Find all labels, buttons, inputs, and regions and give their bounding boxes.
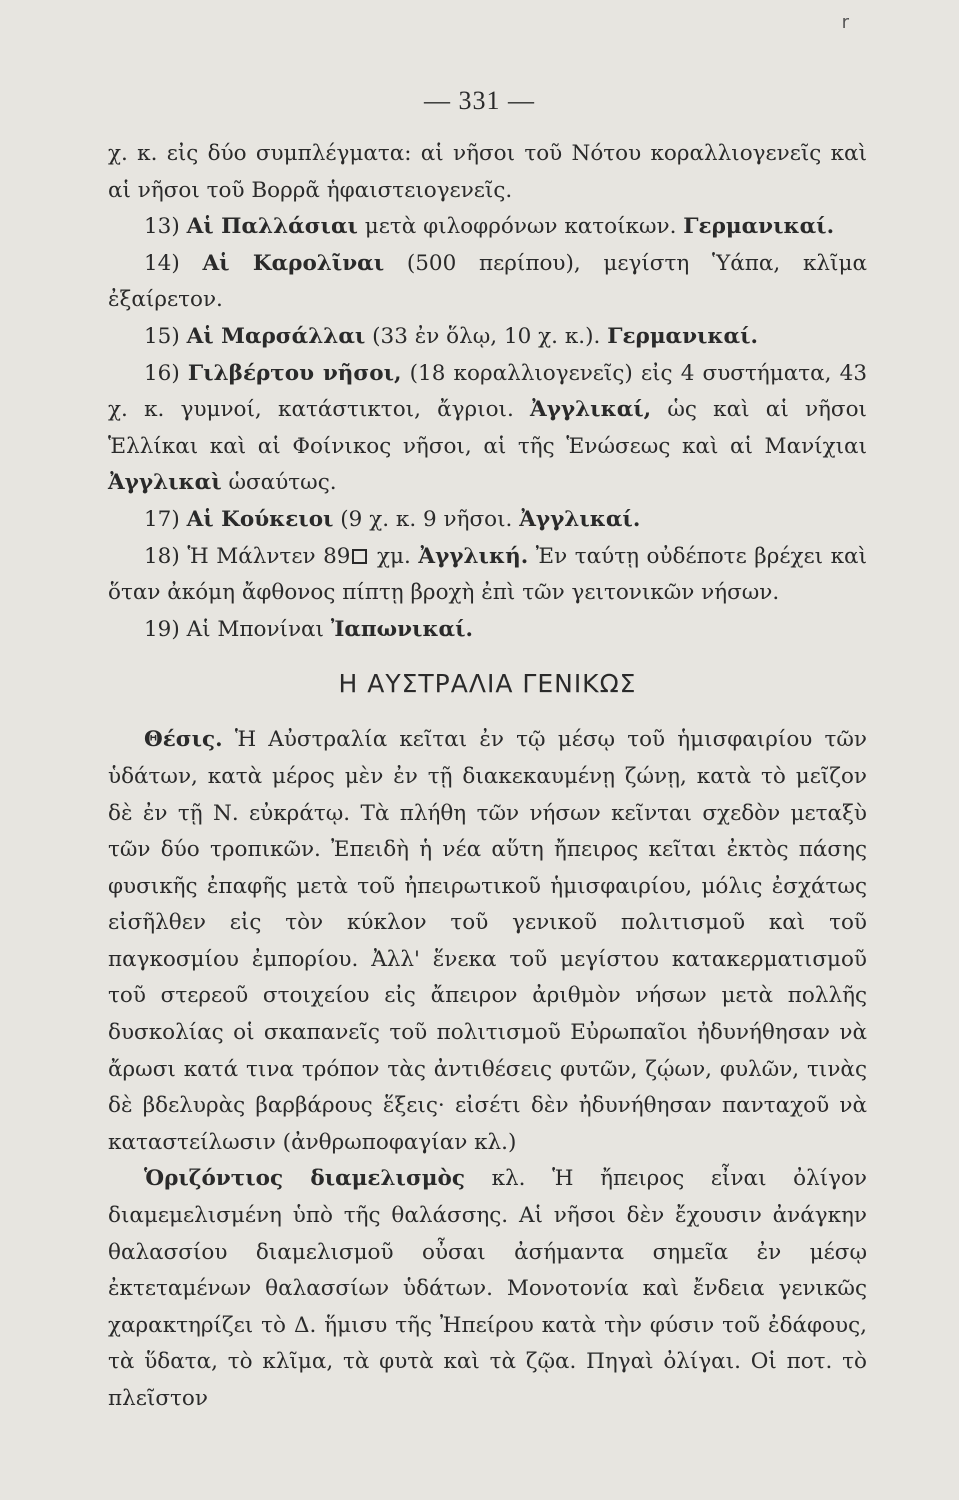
section-heading: Η ΑΥΣΤΡΑΛΙΑ ΓΕΝΙΚΩΣ <box>338 669 637 699</box>
item-14 <box>108 246 867 319</box>
item-number: 17) <box>144 506 180 532</box>
intro-text: χ. κ. εἰς δύο συμπλέγματα: αἱ νῆσοι τοῦ Νότου κοραλλιογενεῖς καὶ αἱ νῆσοι τοῦ Βορρᾶ ἡφαιστειογενεῖς. <box>108 141 867 203</box>
item-number: 14) <box>144 250 180 276</box>
item-text: Ἡ Μάλντεν 89 <box>187 543 351 569</box>
item-name: Αἱ Μαρσάλλαι <box>186 323 366 349</box>
item-number: 18) <box>144 543 180 569</box>
item-text: ὡς καὶ αἱ νῆσοι Ἑλλίκαι καὶ αἱ Φοίνικος νῆσοι, αἱ τῆς Ἑνώσεως καὶ αἱ Μανίχιαι <box>108 397 867 459</box>
item-13 <box>108 209 867 246</box>
item-number: 15) <box>144 323 180 349</box>
page-number: — 331 — <box>424 86 535 115</box>
item-owner: Ἀγγλικαὶ <box>108 470 222 496</box>
item-text: Ἐν ταύτῃ οὐδέποτε βρέχει καὶ ὅταν ἀκόμη ἄφθονος πίπτῃ βροχὴ ἐπὶ τῶν γειτονικῶν νήσων. <box>108 543 868 606</box>
paragraph-text: κλ. Ἡ ἤπειρος εἶναι ὀλίγον διαμεμελισμένη ὑπὸ τῆς θαλάσσης. Αἱ νῆσοι δὲν ἔχουσιν ἀνάγκην θαλασσίου διαμελισμοῦ οὖσαι ἀσήμαντα σημεῖα ἐν μέσῳ ἐκτεταμένων θαλασσίων ὑδάτων. Μονοτονία καὶ ἔνδεια γενικῶς χαρακτηρίζει τὸ Δ. ἥμισυ τῆς Ἠπείρου κατὰ τὴν φύσιν τοῦ ἐδάφους, τὰ ὕδατα, τὸ κλῖμα, τὰ φυτὰ καὶ τὰ ζῷα. Πηγαὶ ὀλίγαι. Οἱ ποτ. τὸ πλεῖστον <box>108 1166 867 1411</box>
item-text: (18 κοραλλιογενεῖς) εἰς 4 συστήματα, 43 χ. κ. γυμνοί, κατάστικτοι, ἄγριοι. <box>108 360 868 423</box>
corner-mark: r <box>841 12 849 33</box>
item-name: Αἱ Παλλάσιαι <box>186 214 358 240</box>
body-text <box>108 136 867 1418</box>
item-owner: Ἰαπωνικαί. <box>330 616 473 642</box>
item-name: Γιλβέρτου νῆσοι, <box>187 360 402 386</box>
item-text: (9 χ. κ. 9 νῆσοι. <box>340 506 513 532</box>
item-text: ὡσαύτως. <box>228 470 337 496</box>
item-text: Αἱ Μπονίναι <box>186 616 324 642</box>
item-number: 19) <box>144 616 180 642</box>
item-19 <box>108 612 867 649</box>
item-owner: Ἀγγλικαί, <box>530 397 652 423</box>
paragraph-label: Ὁριζόντιος διαμελισμὸς <box>144 1166 465 1192</box>
paragraph-intro <box>108 136 867 209</box>
item-18 <box>108 539 867 612</box>
item-owner: Γερμανικαί. <box>607 323 758 349</box>
item-owner: Ἀγγλική. <box>418 543 529 569</box>
item-owner: Ἀγγλικαί. <box>519 506 641 532</box>
item-15 <box>108 319 867 356</box>
paragraph-horizontal <box>108 1161 867 1417</box>
item-number: 13) <box>144 214 180 240</box>
paragraph-label: Θέσις. <box>144 727 223 753</box>
square-symbol-icon <box>352 549 367 564</box>
item-text: μετὰ φιλοφρόνων κατοίκων. <box>364 214 677 240</box>
item-owner: Γερμανικαί. <box>683 214 835 240</box>
item-number: 16) <box>144 360 180 386</box>
item-text: (500 περίπου), μεγίστη Ὑάπα, κλῖμα ἐξαίρετον. <box>108 250 867 313</box>
item-name: Αἱ Κούκειοι <box>186 506 334 532</box>
paragraph-position <box>108 722 867 1161</box>
item-name: Αἱ Καρολῖναι <box>202 250 385 276</box>
item-text: χμ. <box>377 543 411 569</box>
item-17 <box>108 502 867 539</box>
item-16 <box>108 356 867 502</box>
paragraph-text: Ἡ Αὐστραλία κεῖται ἐν τῷ μέσῳ τοῦ ἡμισφαιρίου τῶν ὑδάτων, κατὰ μέρος μὲν ἐν τῇ διακεκαυμένῃ ζώνῃ, κατὰ τὸ μεῖζον δὲ ἐν τῇ Ν. εὐκράτῳ. Τὰ πλήθη τῶν νήσων κεῖνται σχεδὸν μεταξὺ τῶν δύο τροπικῶν. Ἐπειδὴ ἡ νέα αὕτη ἤπειρος κεῖται ἐκτὸς πάσης φυσικῆς ἐπαφῆς μετὰ τοῦ ἠπειρωτικοῦ ἡμισφαιρίου, μόλις ἐσχάτως εἰσῆλθεν εἰς τὸν κύκλον τοῦ γενικοῦ πολιτισμοῦ καὶ τοῦ παγκοσμίου ἐμπορίου. Ἀλλ' ἕνεκα τοῦ μεγίστου κατακερματισμοῦ τοῦ στερεοῦ στοιχείου εἰς ἄπειρον ἀριθμὸν νήσων μετὰ πολλῆς δυσκολίας οἱ σκαπανεῖς τοῦ πολιτισμοῦ Εὐρωπαῖοι ἠδυνήθησαν νὰ ἄρωσι κατά τινα τρόπον τὰς ἀντιθέσεις φυτῶν, ζῴων, φυλῶν, τινὰς δὲ βδελυρὰς βαρβάρους ἕξεις· εἰσέτι δὲν ἠδυνήθησαν πανταχοῦ νὰ καταστείλωσιν (ἀνθρωποφαγίαν κλ.) <box>108 727 867 1155</box>
item-text: (33 ἐν ὅλῳ, 10 χ. κ.). <box>372 323 601 349</box>
